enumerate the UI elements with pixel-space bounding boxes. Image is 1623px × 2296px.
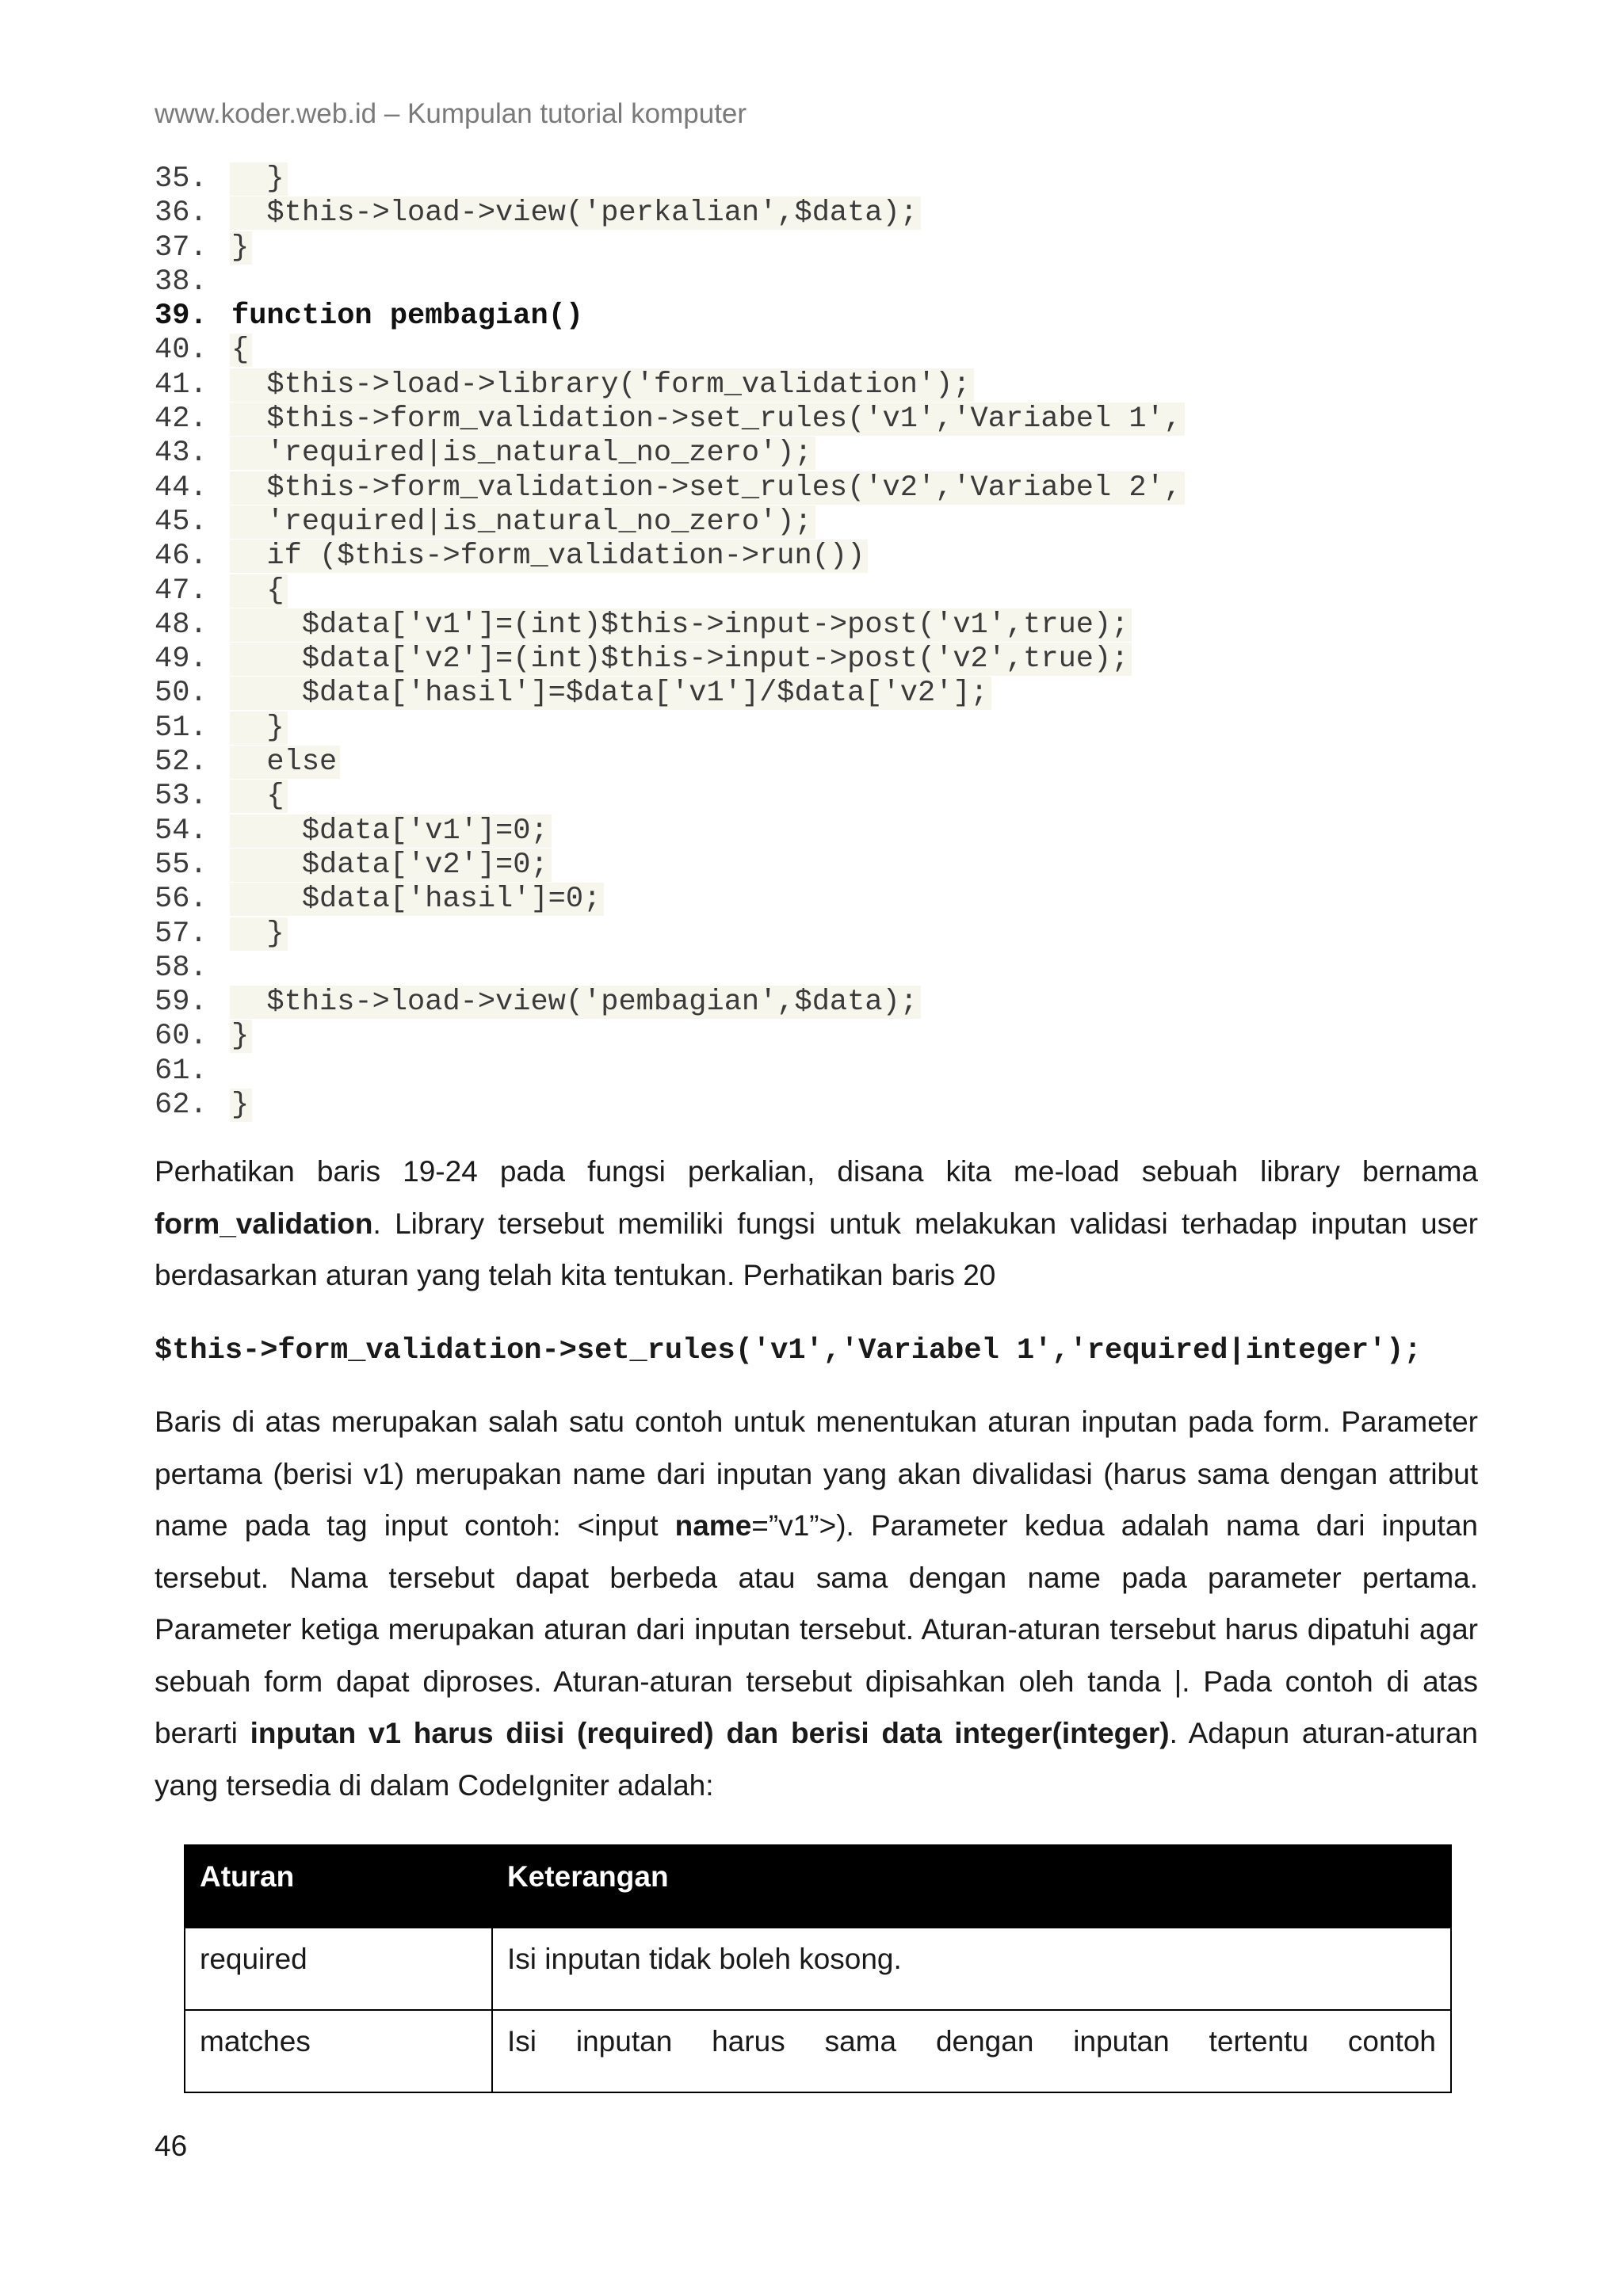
rules-table	[184, 1844, 1452, 2093]
code-example: $this->form_validation->set_rules('v1','Variabel 1','required|integer');	[155, 1334, 1422, 1367]
code-line-text: $this->load->view('pembagian',$data);	[230, 986, 921, 1019]
table-header-aturan: Aturan	[185, 1845, 492, 1928]
code-line-number: 52.	[155, 746, 208, 780]
code-line-number: 44.	[155, 471, 208, 505]
code-line-text: $this->load->view('perkalian',$data);	[230, 196, 921, 230]
code-line-text: }	[230, 1089, 252, 1122]
code-line-number: 58.	[155, 951, 208, 985]
table-row	[185, 1928, 1451, 2010]
code-line-number: 43.	[155, 437, 208, 471]
table-header-keterangan: Keterangan	[492, 1845, 1451, 1928]
code-line-text: }	[230, 231, 252, 265]
code-line	[155, 814, 1185, 849]
para2-bold-1: name	[674, 1509, 752, 1542]
code-line	[155, 917, 1185, 952]
code-line-number: 50.	[155, 677, 208, 711]
code-line	[155, 952, 1185, 986]
code-line	[155, 437, 1185, 471]
code-line	[155, 1089, 1185, 1123]
code-line-text: $data['hasil']=$data['v1']/$data['v2'];	[230, 677, 991, 710]
table-cell-rule: required	[185, 1928, 492, 2010]
code-line	[155, 883, 1185, 917]
code-line-number: 35.	[155, 162, 208, 196]
code-line-number: 60.	[155, 1020, 208, 1054]
code-line-text: 'required|is_natural_no_zero');	[230, 437, 815, 470]
code-line-text: if ($this->form_validation->run())	[230, 540, 868, 573]
table-header-row	[185, 1845, 1451, 1928]
code-line	[155, 471, 1185, 505]
code-line	[155, 162, 1185, 196]
para1-text-2: . Library tersebut memiliki fungsi untuk melakukan validasi terhadap inputan user berdasarkan aturan yang telah kita tentukan. Perhatikan baris 20	[155, 1207, 1478, 1291]
code-line-text: }	[230, 711, 288, 745]
code-line-number: 56.	[155, 883, 208, 917]
code-line-number: 61.	[155, 1054, 208, 1088]
code-line-text: $data['v1']=(int)$this->input->post('v1',true);	[230, 608, 1132, 642]
code-line	[155, 608, 1185, 643]
code-line-text: }	[230, 917, 288, 951]
code-line-text: $data['v2']=0;	[230, 849, 552, 882]
code-line-text: else	[230, 746, 340, 779]
code-line	[155, 1055, 1185, 1089]
para2-text-2: =”v1”>). Parameter kedua adalah nama dari inputan tersebut. Nama tersebut dapat berbeda atau sama dengan name pada parameter pertama. Parameter ketiga merupakan aturan dari inputan tersebut. Aturan-aturan tersebut harus dipatuhi agar sebuah form dapat diproses. Aturan-aturan tersebut dipisahkan oleh tanda |. Pada contoh di atas berarti	[155, 1509, 1478, 1749]
code-line-text	[230, 1055, 235, 1088]
para2-bold-2: inputan v1 harus diisi (required) dan berisi data integer(integer)	[250, 1717, 1170, 1749]
code-line-number: 53.	[155, 780, 208, 814]
code-line-text: }	[230, 162, 288, 196]
code-line	[155, 540, 1185, 574]
table-row	[185, 2010, 1451, 2092]
code-line-number: 55.	[155, 848, 208, 882]
code-line-number: 40.	[155, 334, 208, 368]
code-line-number: 37.	[155, 231, 208, 265]
code-line-text: }	[230, 1020, 252, 1053]
code-line-text: $this->load->library('form_validation');	[230, 368, 974, 402]
paragraph-intro	[155, 1146, 1478, 1302]
code-line-number: 45.	[155, 505, 208, 539]
table-cell-rule: matches	[185, 2010, 492, 2092]
code-line	[155, 505, 1185, 540]
code-line	[155, 643, 1185, 677]
code-line-text	[230, 265, 235, 299]
code-line	[155, 1020, 1185, 1054]
page-header: www.koder.web.id – Kumpulan tutorial komputer	[155, 98, 747, 129]
code-line-number: 59.	[155, 986, 208, 1020]
code-line-text: 'required|is_natural_no_zero');	[230, 505, 815, 539]
para2-text-3: . Adapun aturan-aturan yang tersedia di dalam CodeIgniter adalah:	[155, 1717, 1479, 1802]
code-line	[155, 368, 1185, 402]
code-line-text: {	[230, 574, 288, 608]
code-line	[155, 196, 1185, 231]
code-line	[155, 677, 1185, 711]
code-line	[155, 746, 1185, 780]
code-line-number: 54.	[155, 814, 208, 848]
code-line-number: 47.	[155, 574, 208, 608]
code-line-number: 39.	[155, 299, 208, 334]
code-line	[155, 299, 1185, 334]
para1-bold-1: form_validation	[155, 1207, 373, 1240]
code-line-text: $this->form_validation->set_rules('v1','Variabel 1',	[230, 402, 1185, 436]
code-line	[155, 334, 1185, 368]
code-line	[155, 711, 1185, 746]
code-line-number: 41.	[155, 368, 208, 402]
code-line	[155, 780, 1185, 814]
code-line-number: 36.	[155, 196, 208, 231]
table-cell-description: Isi inputan tidak boleh kosong.	[492, 1928, 1451, 2010]
code-line-text: {	[230, 780, 288, 813]
code-line	[155, 265, 1185, 299]
page-number: 46	[155, 2130, 188, 2162]
code-line-number: 62.	[155, 1089, 208, 1123]
code-line-text: function pembagian()	[231, 299, 584, 334]
code-line	[155, 402, 1185, 437]
code-line-number: 57.	[155, 917, 208, 951]
paragraph-explanation	[155, 1396, 1478, 1811]
code-line-text: $data['v2']=(int)$this->input->post('v2',true);	[230, 643, 1132, 676]
code-line-number: 46.	[155, 540, 208, 574]
code-line-number: 51.	[155, 711, 208, 745]
code-line-text: $this->form_validation->set_rules('v2','Variabel 2',	[230, 471, 1185, 505]
table-cell-description-text: Isi inputan harus sama dengan inputan tertentu contoh	[507, 2025, 1436, 2058]
code-listing	[155, 162, 1185, 1123]
code-line-number: 48.	[155, 608, 208, 642]
code-line-text: {	[230, 334, 252, 367]
para1-text-1: Perhatikan baris 19-24 pada fungsi perkalian, disana kita me-load sebuah library bernama	[155, 1155, 1478, 1188]
code-line-text: $data['hasil']=0;	[230, 883, 604, 916]
code-line	[155, 986, 1185, 1020]
code-line-number: 42.	[155, 402, 208, 437]
code-line	[155, 574, 1185, 608]
code-line-number: 38.	[155, 265, 208, 299]
code-line-text: $data['v1']=0;	[230, 814, 552, 848]
code-line	[155, 849, 1185, 883]
code-line-text	[230, 952, 235, 985]
para2-text-1: Baris di atas merupakan salah satu contoh untuk menentukan aturan inputan pada form. Parameter pertama (berisi v1) merupakan name dari inputan yang akan divalidasi (harus sama dengan attribut name pada tag input contoh: <input	[155, 1405, 1478, 1542]
code-line	[155, 231, 1185, 265]
code-line-number: 49.	[155, 643, 208, 677]
table-cell-description	[492, 2010, 1451, 2092]
